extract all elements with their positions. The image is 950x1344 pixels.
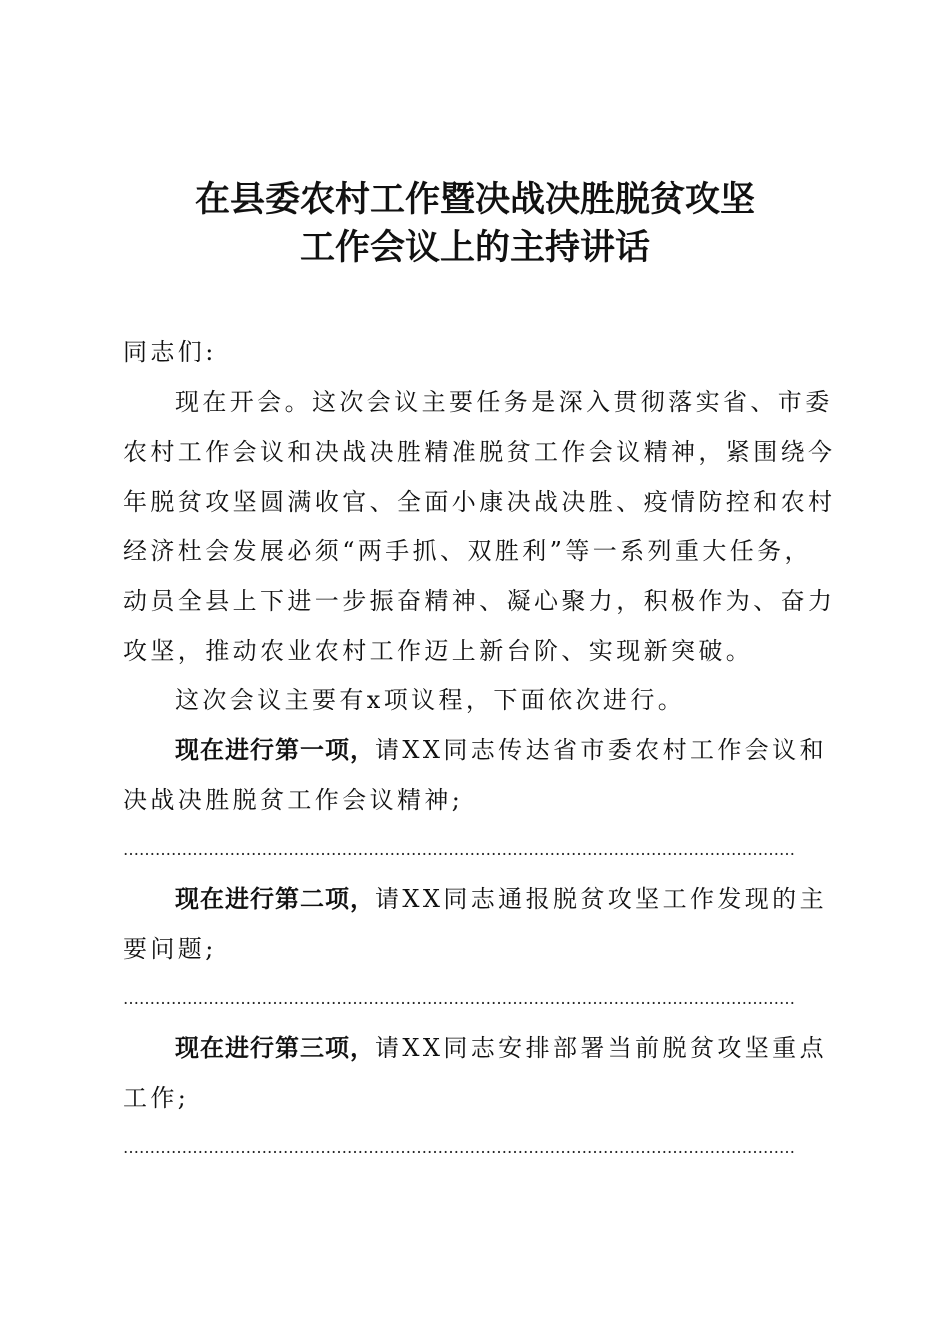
agenda-item-2-lead: 现在进行第二项， (175, 885, 375, 913)
agenda-item-1 (175, 734, 825, 766)
para1-line-5: 动员全县上下进一步振奋精神、凝心聚力，积极作为、奋力 (123, 587, 836, 615)
agenda-item-3-lead: 现在进行第三项， (175, 1034, 375, 1062)
ellipsis-line-1: ……………………………………………………………………………………………………………… (123, 840, 795, 859)
para1-line-4: 经济杜会发展必须“两手抓、双胜利”等一系列重大任务， (123, 537, 812, 565)
agenda-item-1-line-2: 决战决胜脱贫工作会议精神; (123, 786, 464, 814)
agenda-item-1-rest: 请XX同志传达省市委农村工作会议和 (375, 736, 827, 764)
agenda-item-2 (175, 883, 825, 915)
para1-line-2: 农村工作会议和决战决胜精准脱贫工作会议精神，紧围绕今 (123, 438, 836, 466)
agenda-item-3-line-2: 工作; (123, 1084, 190, 1112)
agenda-item-3 (175, 1032, 825, 1064)
agenda-item-2-line-2: 要问题; (123, 935, 217, 963)
ellipsis-line-2: ……………………………………………………………………………………………………………… (123, 989, 795, 1008)
agenda-item-1-lead: 现在进行第一项， (175, 736, 375, 764)
agenda-item-3-rest: 请XX同志安排部署当前脱贫攻坚重点 (375, 1034, 827, 1062)
salutation: 同志们: (123, 338, 217, 366)
title-line-2: 工作会议上的主持讲话 (299, 228, 650, 268)
para1-line-3: 年脱贫攻坚圆满收官、全面小康决战决胜、疫情防控和农村 (123, 488, 836, 516)
title-line-1: 在县委农村工作暨决战决胜脱贫攻坚 (194, 180, 755, 220)
para1-line-1: 现在开会。这次会议主要任务是深入贯彻落实省、市委 (175, 388, 833, 416)
para1-line-6: 攻坚，推动农业农村工作迈上新台阶、实现新突破。 (123, 637, 754, 665)
ellipsis-line-3: ……………………………………………………………………………………………………………… (123, 1138, 795, 1157)
para2: 这次会议主要有x项议程，下面依次进行。 (175, 686, 686, 714)
agenda-item-2-rest: 请XX同志通报脱贫攻坚工作发现的主 (375, 885, 827, 913)
